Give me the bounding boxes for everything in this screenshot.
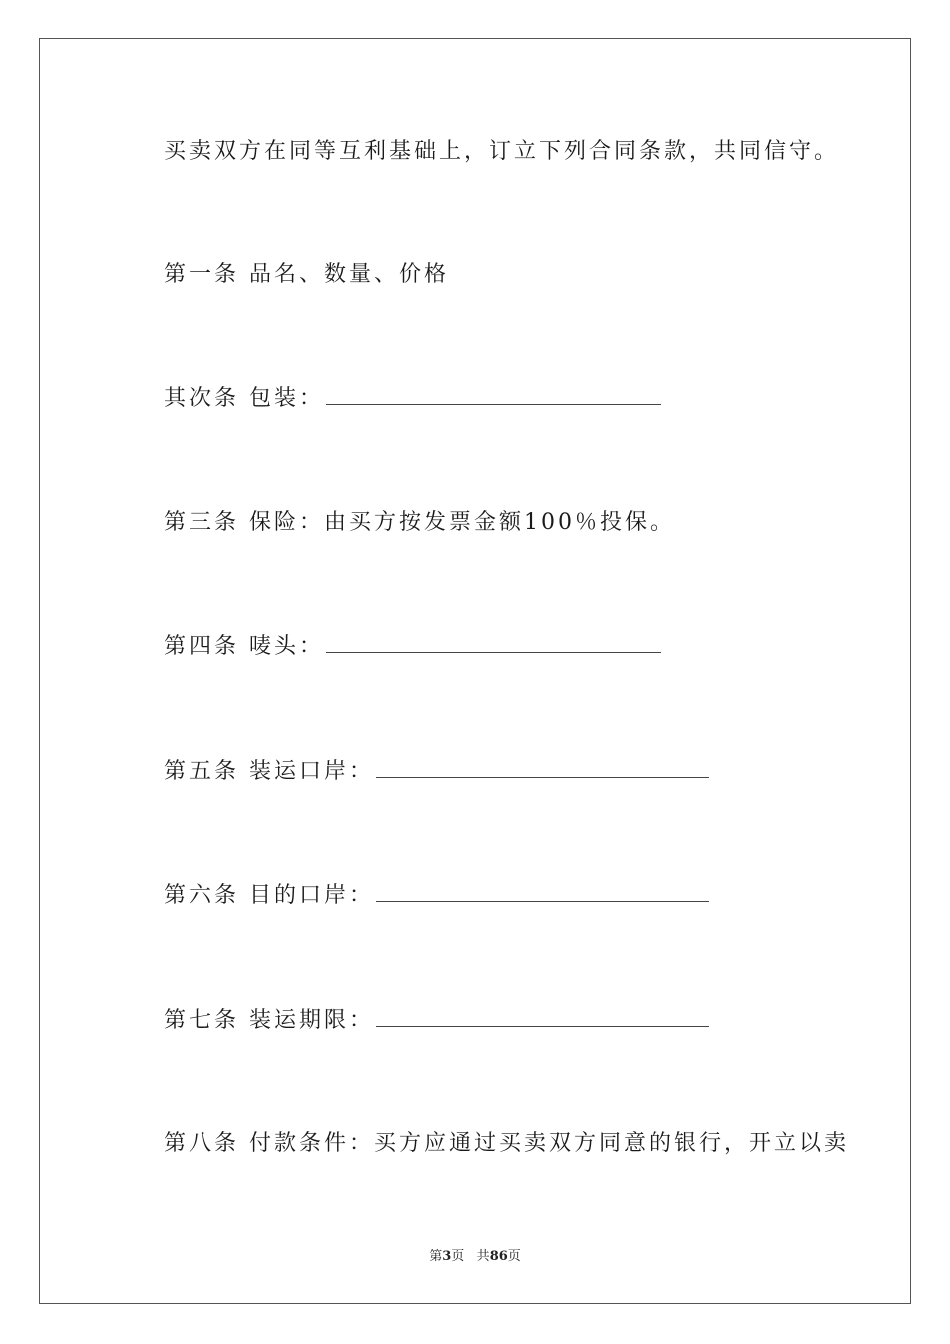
fill-in-blank [376, 1006, 709, 1027]
clause-label: 第六条 [164, 883, 240, 908]
page-suffix: 页 [451, 1249, 465, 1264]
clause-8 [164, 1129, 849, 1159]
clause-label: 第七条 [164, 1008, 240, 1033]
total-suffix: 页 [507, 1249, 521, 1264]
clause-text: 保险：由买方按发票金额100％投保。 [249, 510, 676, 535]
clause-3 [164, 508, 675, 538]
fill-in-blank [376, 757, 709, 778]
clause-text: 目的口岸： [249, 883, 375, 908]
clause-4 [164, 632, 661, 662]
clause-label: 第一条 [164, 262, 240, 287]
clause-label: 第八条 [164, 1131, 240, 1156]
intro-text: 买卖双方在同等互利基础上，订立下列合同条款，共同信守。 [164, 139, 840, 164]
page-prefix: 第 [429, 1249, 443, 1264]
clause-text: 付款条件：买方应通过买卖双方同意的银行，开立以卖 [249, 1131, 850, 1156]
clause-label: 第五条 [164, 759, 240, 784]
clause-label: 其次条 [164, 386, 240, 411]
fill-in-blank [326, 384, 661, 405]
clause-2 [164, 384, 661, 414]
page-border [39, 38, 911, 1304]
clause-text: 装运期限： [249, 1008, 375, 1033]
fill-in-blank [326, 632, 661, 653]
clause-5 [164, 757, 709, 787]
total-prefix: 共 [476, 1249, 490, 1264]
total-pages: 86 [489, 1249, 508, 1264]
page-footer [0, 1245, 950, 1264]
clause-6 [164, 881, 709, 911]
clause-text: 装运口岸： [249, 759, 375, 784]
clause-1 [164, 260, 449, 290]
clause-text: 唛头： [249, 634, 325, 659]
clause-label: 第四条 [164, 634, 240, 659]
clause-label: 第三条 [164, 510, 240, 535]
clause-text: 品名、数量、价格 [249, 262, 450, 287]
page-number: 3 [442, 1249, 452, 1264]
clause-7 [164, 1006, 709, 1036]
intro-paragraph [164, 137, 839, 167]
fill-in-blank [376, 881, 709, 902]
clause-text: 包装： [249, 386, 325, 411]
